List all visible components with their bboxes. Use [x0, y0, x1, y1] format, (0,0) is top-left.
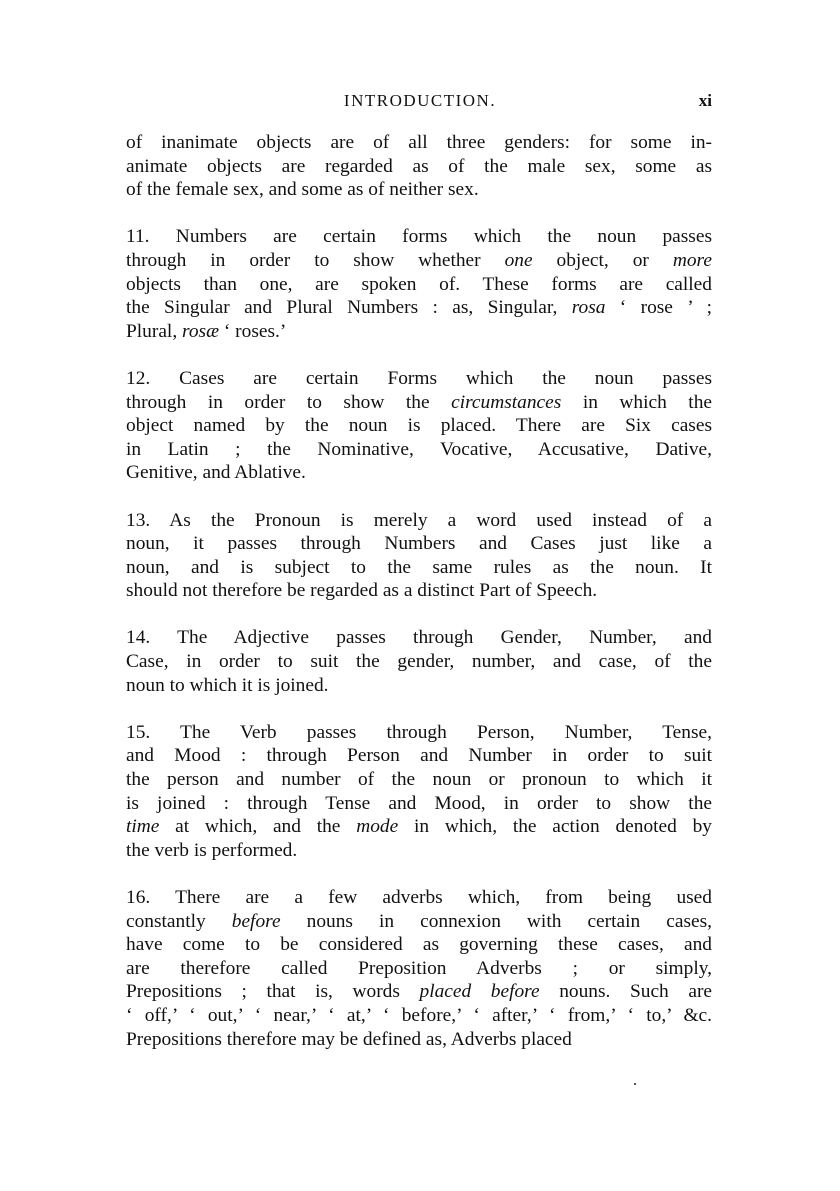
text-run: have come to be considered as governing these cases, and	[126, 934, 712, 956]
text-run: should not therefore be regarded as a distinct Part of Speech.	[126, 580, 598, 602]
text-line	[126, 957, 712, 981]
paragraph	[126, 131, 712, 202]
paragraph	[126, 367, 712, 485]
text-run: Prepositions ; that is, words	[126, 981, 420, 1003]
text-line	[126, 438, 712, 462]
text-run: ‘ roses.’	[219, 320, 287, 342]
text-line	[126, 579, 712, 603]
italic-text: placed before	[419, 981, 540, 1003]
text-line	[126, 509, 712, 533]
text-run: 16. There are a few adverbs which, from being used	[126, 887, 712, 908]
text-run: object, or	[532, 249, 673, 271]
text-run: the person and number of the noun or pronoun to which it	[126, 769, 712, 791]
text-run: noun to which it is joined.	[126, 674, 329, 696]
text-run: animate objects are regarded as of the male sex, some as	[126, 155, 712, 177]
text-line	[126, 391, 712, 415]
text-line	[126, 178, 712, 202]
text-run: in which the	[561, 391, 712, 413]
italic-text: mode	[356, 816, 399, 838]
text-run: through in order to show whether	[126, 249, 505, 271]
text-line	[126, 556, 712, 580]
text-line	[126, 296, 712, 320]
text-run: ‘ off,’ ‘ out,’ ‘ near,’ ‘ at,’ ‘ before,’ ‘ after,’ ‘ from,’ ‘ to,’ &c.	[126, 1004, 712, 1026]
paragraph	[126, 886, 712, 1051]
text-line	[126, 461, 712, 485]
text-line	[126, 131, 712, 155]
page-number: xi	[698, 91, 712, 110]
text-line	[126, 1028, 712, 1052]
text-run: noun, it passes through Numbers and Cases just like a	[126, 533, 712, 555]
text-run: the verb is performed.	[126, 839, 298, 861]
text-run: through in order to show the	[126, 391, 452, 413]
text-line	[126, 768, 712, 792]
text-run: nouns in connexion with certain cases,	[280, 910, 712, 932]
paragraph	[126, 626, 712, 697]
text-run: at which, and the	[159, 816, 357, 838]
text-run: 14. The Adjective passes through Gender, Number, and	[126, 627, 712, 649]
text-line	[126, 273, 712, 297]
text-run: Case, in order to suit the gender, number, and case, of the	[126, 651, 712, 673]
text-run: Prepositions therefore may be defined as, Adverbs placed	[126, 1028, 572, 1050]
text-run: of inanimate objects are of all three genders: for some in-	[126, 132, 712, 153]
text-run: nouns. Such are	[539, 981, 713, 1003]
text-line	[126, 721, 712, 745]
text-line	[126, 744, 712, 768]
text-run: and Mood : through Person and Number in order to suit	[126, 745, 712, 767]
text-run: 11. Numbers are certain forms which the noun passes	[126, 226, 712, 248]
text-run: are therefore called Preposition Adverbs ; or simply,	[126, 957, 712, 979]
text-run: of the female sex, and some as of neither sex.	[126, 179, 479, 201]
text-line	[126, 225, 712, 249]
text-run: 12. Cases are certain Forms which the noun passes	[126, 367, 712, 389]
text-line	[126, 910, 712, 934]
text-run: in Latin ; the Nominative, Vocative, Accusative, Dative,	[126, 438, 712, 460]
running-head	[128, 86, 712, 116]
italic-text: before	[231, 910, 281, 932]
text-line	[126, 792, 712, 816]
paragraph	[126, 721, 712, 863]
text-line	[126, 674, 712, 698]
text-run: 13. As the Pronoun is merely a word used instead of a	[126, 509, 712, 531]
text-line	[126, 155, 712, 179]
italic-text: one	[504, 249, 533, 271]
text-run: in which, the action denoted by	[398, 816, 713, 838]
text-line	[126, 414, 712, 438]
italic-text: rosa	[571, 297, 606, 319]
text-run: 15. The Verb passes through Person, Number, Tense,	[126, 721, 712, 743]
text-run: ‘ rose ’ ;	[605, 297, 713, 319]
text-line	[126, 815, 712, 839]
text-line	[126, 839, 712, 863]
italic-text: rosæ	[182, 320, 220, 342]
italic-text: circumstances	[451, 391, 562, 413]
paragraph	[126, 509, 712, 603]
paragraph	[126, 225, 712, 343]
text-run: is joined : through Tense and Mood, in order to show the	[126, 792, 712, 814]
text-line	[126, 626, 712, 650]
text-run: Genitive, and Ablative.	[126, 462, 306, 484]
text-line	[126, 886, 712, 910]
printing-speck	[634, 1083, 636, 1085]
text-run: Plural,	[126, 320, 183, 342]
running-title: INTRODUCTION.	[343, 91, 497, 110]
body-text	[126, 131, 712, 1051]
text-run: objects than one, are spoken of. These forms are called	[126, 273, 712, 295]
text-line	[126, 367, 712, 391]
italic-text: more	[672, 249, 712, 271]
text-line	[126, 249, 712, 273]
text-line	[126, 532, 712, 556]
text-run: constantly	[126, 910, 232, 932]
italic-text: time	[126, 816, 160, 838]
text-run: noun, and is subject to the same rules as the noun. It	[126, 556, 712, 578]
text-line	[126, 980, 712, 1004]
text-run: the Singular and Plural Numbers : as, Singular,	[126, 297, 572, 319]
text-line	[126, 650, 712, 674]
text-line	[126, 933, 712, 957]
text-line	[126, 1004, 712, 1028]
text-run: object named by the noun is placed. There are Six cases	[126, 415, 712, 437]
text-line	[126, 320, 712, 344]
